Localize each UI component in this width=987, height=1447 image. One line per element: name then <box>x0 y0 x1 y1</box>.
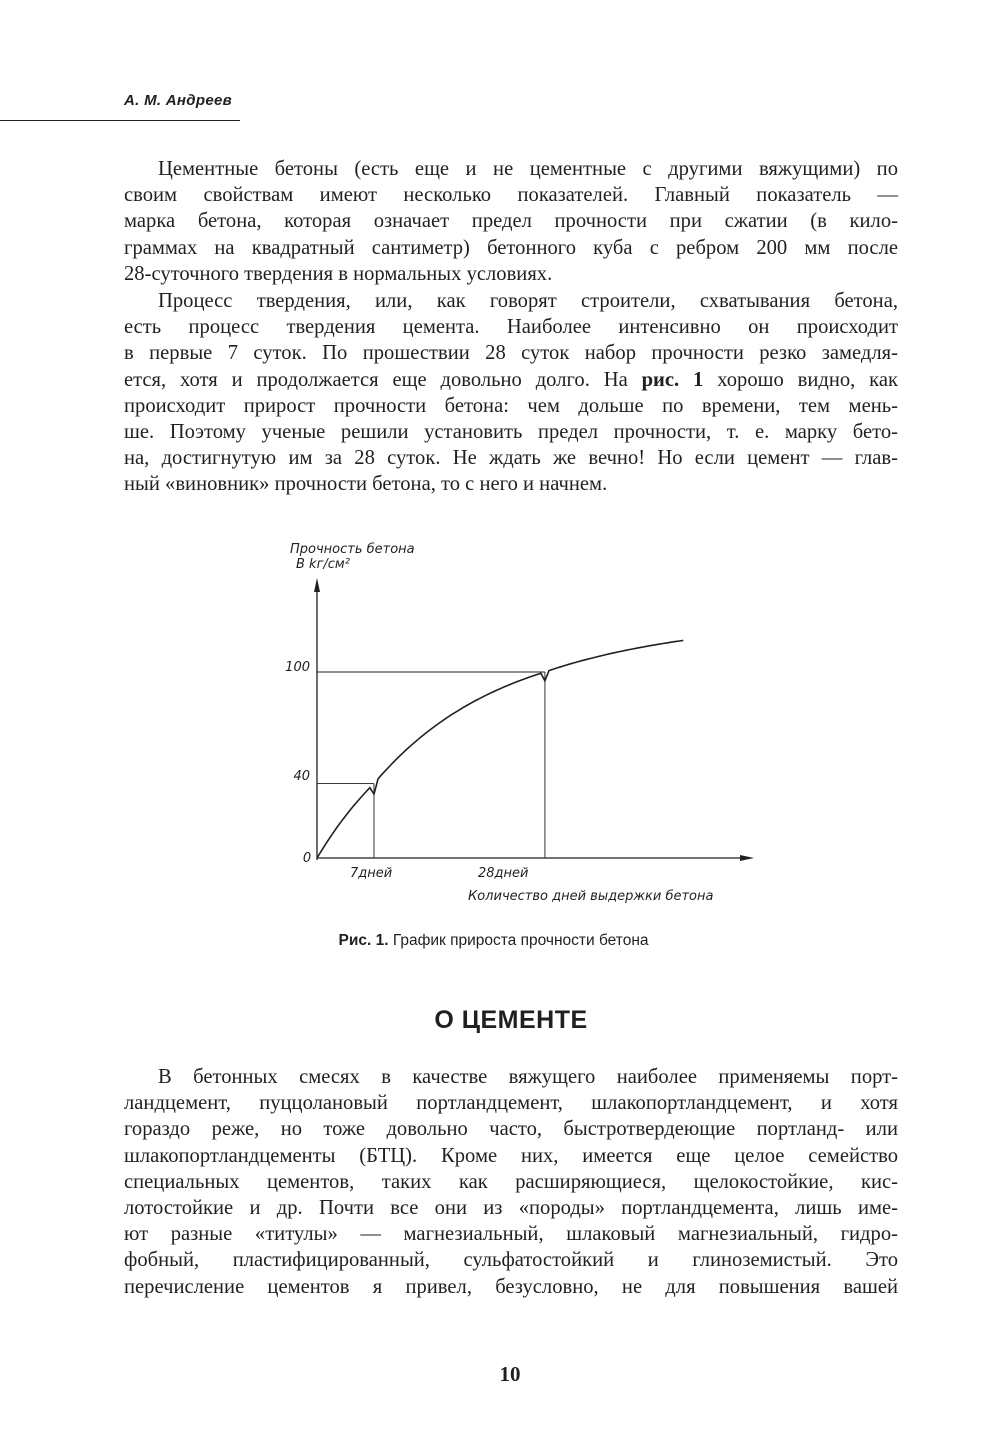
x-axis-arrow <box>740 855 754 861</box>
strength-curve <box>317 640 683 858</box>
x-tick-label-28: 28дней <box>478 866 529 881</box>
header-rule <box>0 120 240 121</box>
caption-text: График прироста прочности бетона <box>388 932 649 949</box>
line-text: ется, хотя и продолжается еще довольно долго. На <box>124 368 642 391</box>
page-number: 10 <box>499 1362 521 1386</box>
y-axis-title-line1: Прочность бетона <box>290 542 415 557</box>
paragraph-line: граммах на квадратный сантиметр) бетонного куба с ребром 200 мм после <box>124 236 898 259</box>
x-tick-label-7: 7дней <box>350 866 393 881</box>
line-text: хорошо видно, как <box>703 368 898 391</box>
figure-caption <box>0 932 987 950</box>
figure-reference: рис. 1 <box>641 368 704 391</box>
guide-lines <box>317 672 545 858</box>
paragraph-line: В бетонных смесях в качестве вяжущего наиболее применяемы порт- <box>158 1066 898 1088</box>
paragraph-line: на, достигнутую им за 28 суток. Не ждать же вечно! Но если цемент — глав- <box>124 447 898 470</box>
paragraph-line: перечисление цементов я привел, безусловно, не для повышения вашей <box>124 1275 898 1298</box>
caption-label: Рис. 1. <box>338 932 389 949</box>
paragraph-line: происходит прирост прочности бетона: чем дольше по времени, тем мень- <box>124 394 898 417</box>
paragraph-line: своим свойствам имеют несколько показателей. Главный показатель — <box>124 184 898 207</box>
section-heading: О ЦЕМЕНТЕ <box>434 1006 588 1034</box>
running-header-author: А. М. Андреев <box>124 92 232 109</box>
paragraph-line: фобный, пластифицированный, сульфатостойкий и глиноземистый. Это <box>124 1249 898 1272</box>
y-tick-label-40: 40 <box>293 769 310 784</box>
paragraph-line: гораздо реже, но тоже довольно часто, быстротвердеющие портланд- или <box>124 1118 898 1141</box>
paragraph-line: ный «виновник» прочности бетона, то с него и начнем. <box>124 473 608 496</box>
paragraph-line: марка бетона, которая означает предел прочности при сжатии (в кило- <box>124 210 898 233</box>
paragraph-2 <box>124 288 898 498</box>
strength-chart <box>270 530 770 910</box>
x-axis-title: Количество дней выдержки бетона <box>468 889 714 904</box>
paragraph-line: в первые 7 суток. По прошествии 28 суток набор прочности резко замедля- <box>124 342 898 365</box>
paragraph-line: лотостойкие и др. Почти все они из «породы» портландцемента, лишь име- <box>124 1197 898 1220</box>
paragraph-line: ют разные «титулы» — магнезиальный, шлаковый магнезиальный, гидро- <box>124 1223 898 1246</box>
paragraph-line: 28-суточного твердения в нормальных условиях. <box>124 262 553 285</box>
paragraph-line: Процесс твердения, или, как говорят строители, схватывания бетона, <box>158 290 898 312</box>
paragraph-line: специальных цементов, таких как расширяющиеся, щелокостойкие, кис- <box>124 1170 898 1193</box>
paragraph-3 <box>124 1064 898 1300</box>
paragraph-line: Цементные бетоны (есть еще и не цементные с другими вяжущими) по <box>158 158 898 180</box>
y-axis-arrow <box>314 578 320 592</box>
paragraph-line: шлакопортландцементы (БТЦ). Кроме них, имеется еще целое семейство <box>124 1144 898 1167</box>
origin-label: 0 <box>302 851 312 866</box>
y-axis-title-line2: В kг/см² <box>296 557 350 572</box>
paragraph-line: есть процесс твердения цемента. Наиболее интенсивно он происходит <box>124 316 898 339</box>
paragraph-line: ше. Поэтому ученые решили установить предел прочности, т. е. марку бето- <box>124 421 898 444</box>
paragraph-1 <box>124 156 898 287</box>
paragraph-line: ландцемент, пуццолановый портландцемент, шлакопортландцемент, и хотя <box>124 1092 898 1115</box>
y-tick-label-100: 100 <box>285 660 310 675</box>
paragraph-line-with-figure-ref <box>124 367 898 393</box>
